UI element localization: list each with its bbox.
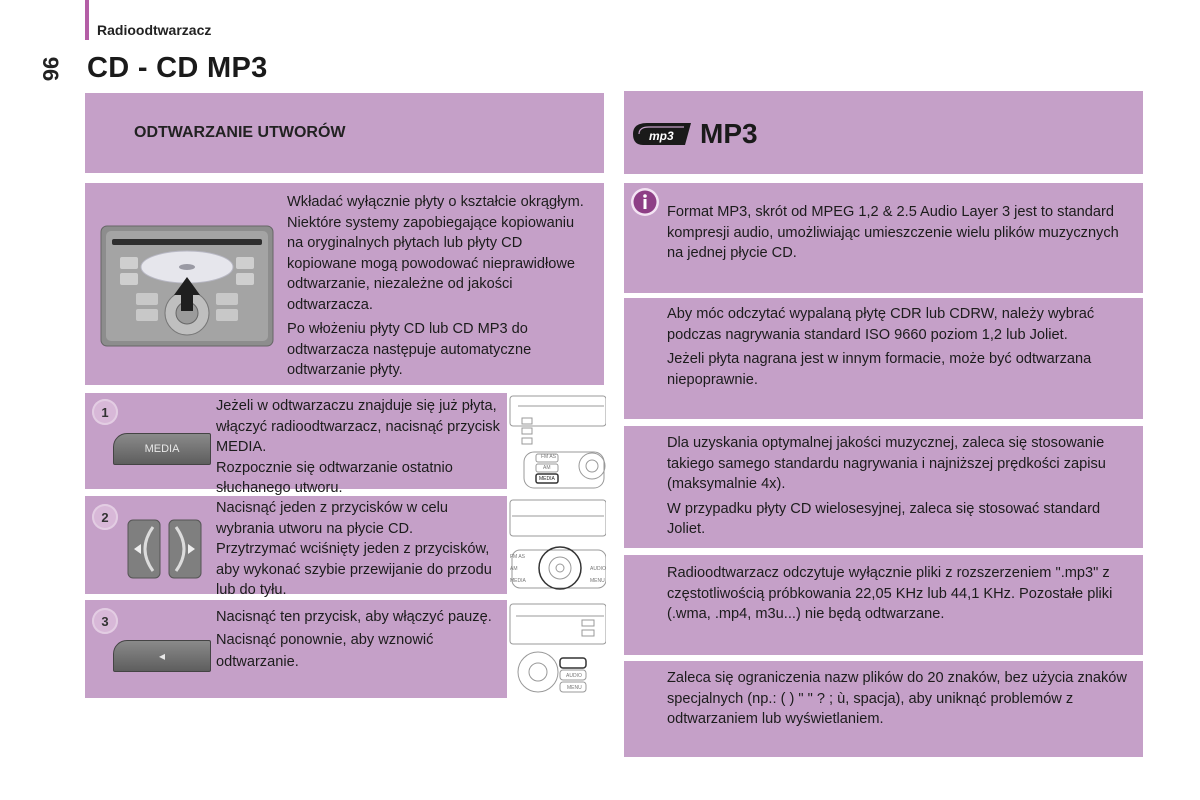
radio-menu-label: MENU — [567, 685, 582, 691]
cdr-paragraph: Aby móc odczytać wypalaną płytę CDR lub CDRW, należy wybrać podczas nagrywania standard ISO 9660 poziom 1,2 lub Joliet. — [667, 306, 1095, 343]
next-track-button[interactable] — [168, 519, 202, 579]
step-number: 2 — [92, 504, 118, 530]
radio-sketch-seek — [508, 496, 606, 594]
filename-text — [667, 668, 1129, 734]
info-icon — [630, 187, 660, 217]
file-format-text — [667, 563, 1129, 629]
step-2-text — [216, 498, 501, 601]
info-text — [667, 202, 1129, 264]
radio-fm-label: FM AS — [541, 454, 557, 460]
info-paragraph: Format MP3, skrót od MPEG 1,2 & 2.5 Audio Layer 3 jest to standard kompresji audio, umożliwiając umieszczenie wielu plików muzycznych na jednej płycie CD. — [667, 204, 1119, 261]
step-text: Nacisnąć ten przycisk, aby włączyć pauzę. — [216, 609, 492, 625]
step-1-text — [216, 396, 501, 499]
step-text: Jeżeli w odtwarzaczu znajduje się już płyta, włączyć radioodtwarzacz, nacisnąć przycisk MEDIA. — [216, 398, 500, 455]
radio-am-label: AM — [510, 566, 518, 572]
page-title: CD - CD MP3 — [87, 52, 268, 84]
cdr-paragraph: Jeżeli płyta nagrana jest w innym formacie, może być odtwarzana niepoprawnie. — [667, 351, 1092, 388]
mp3-logo — [629, 120, 695, 148]
file-format-paragraph: Radioodtwarzacz odczytuje wyłącznie pliki z rozszerzeniem ".mp3" z częstotliwością próbkowania 22,05 KHz lub 44,1 KHz. Pozostałe pliki (.wma, .mp4, m3u...) nie będą odtwarzane. — [667, 565, 1113, 622]
section-title: Radioodtwarzacz — [97, 22, 212, 38]
intro-paragraph: Wkładać wyłącznie płyty o kształcie okrągłym. Niektóre systemy zapobiegające kopiowaniu na oryginalnych płytach lub płyty CD kopiowane mogą powodować nieprawidłowe odtwarzanie, niezależne od jakości odtwarzacza. — [287, 194, 584, 313]
radio-sketch-pause — [508, 600, 606, 698]
radio-menu-label: MENU — [590, 578, 605, 584]
step-text: Nacisnąć jeden z przycisków w celu wybrania utworu na płycie CD. — [216, 500, 448, 537]
left-heading: ODTWARZANIE UTWORÓW — [134, 124, 346, 141]
pause-button[interactable] — [113, 640, 211, 672]
radio-media-label: MEDIA — [539, 476, 555, 482]
quality-paragraph: W przypadku płyty CD wielosesyjnej, zaleca się stosować standard Joliet. — [667, 500, 1101, 537]
radio-sketch-media — [508, 392, 606, 490]
step-text: Przytrzymać wciśnięty jeden z przycisków, aby wykonać szybie przewijanie do przodu lub do tyłu. — [216, 541, 492, 598]
step-text: Rozpocznie się odtwarzanie ostatnio słuchanego utworu. — [216, 459, 453, 496]
radio-audio-label: AUDIO — [590, 566, 606, 572]
step-number: 3 — [92, 608, 118, 634]
intro-paragraph: Po włożeniu płyty CD lub CD MP3 do odtwarzacza następuje automatyczne odtwarzanie płyty. — [287, 321, 532, 378]
pause-icon: ◂ — [158, 649, 166, 663]
cdr-text — [667, 304, 1129, 394]
media-button-label: MEDIA — [144, 443, 180, 455]
intro-text — [287, 192, 592, 385]
section-marker-bar — [85, 0, 89, 40]
mp3-heading: MP3 — [700, 118, 758, 149]
quality-text — [667, 433, 1129, 544]
mp3-logo-text: mp3 — [649, 129, 674, 143]
radio-fm-label: FM AS — [510, 554, 526, 560]
step-number: 1 — [92, 399, 118, 425]
media-button[interactable] — [113, 433, 211, 465]
radio-am-label: AM — [543, 465, 551, 471]
page-number: 96 — [38, 56, 64, 82]
filename-paragraph: Zaleca się ograniczenia nazw plików do 20 znaków, bez użycia znaków specjalnych (np.: ( ) " " ? ; ù, spacja), aby uniknąć problemów z odtwarzaniem lub wyświetlaniem. — [667, 670, 1127, 727]
step-3-text — [216, 606, 501, 674]
radio-audio-label: AUDIO — [566, 673, 582, 679]
radio-media-label: MEDIA — [510, 578, 526, 584]
cd-radio-illustration — [100, 225, 274, 347]
step-text: Nacisnąć ponownie, aby wznowić odtwarzanie. — [216, 631, 434, 670]
previous-track-button[interactable] — [127, 519, 161, 579]
quality-paragraph: Dla uzyskania optymalnej jakości muzycznej, zaleca się stosowanie takiego samego standardu nagrywania i najniższej prędkości zapisu (maksymalnie 4x). — [667, 435, 1106, 492]
